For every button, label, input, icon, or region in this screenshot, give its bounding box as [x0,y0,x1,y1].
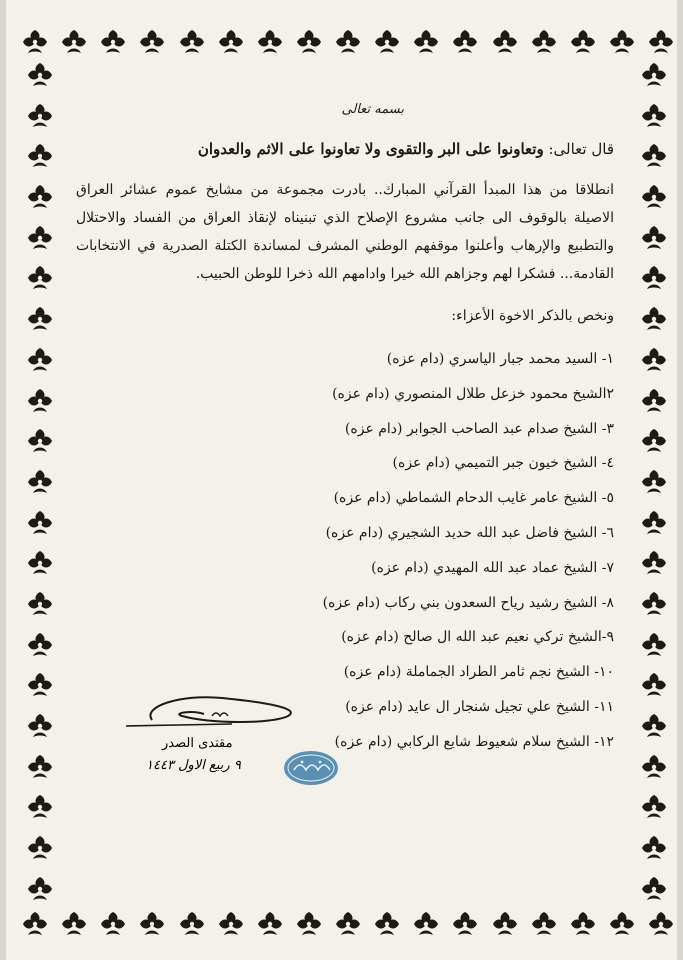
floral-ornament-icon [25,670,55,700]
floral-ornament-icon [639,874,669,904]
floral-ornament-icon [639,589,669,619]
floral-ornament-icon [639,752,669,782]
signature-block [102,686,362,806]
floral-ornament-icon [333,909,363,939]
floral-ornament-icon [607,27,637,57]
list-item: ١- السيد محمد جبار الياسري (دام عزه) [386,351,614,367]
floral-ornament-icon [450,27,480,57]
floral-ornament-icon [25,141,55,171]
list-item: ٨- الشيخ رشيد رياح السعدون بني ركاب (دام عزه) [322,594,614,611]
signer-name: مقتدى الصدر [162,736,233,751]
floral-ornament-icon [639,141,669,171]
ornamental-border-right [634,60,674,904]
floral-ornament-icon [25,60,55,90]
floral-ornament-icon [568,909,598,939]
floral-ornament-icon [25,345,55,375]
floral-ornament-icon [25,792,55,822]
floral-ornament-icon [639,792,669,822]
floral-ornament-icon [25,101,55,131]
floral-ornament-icon [639,263,669,293]
basmala-heading: بسمه تعالى [341,102,404,117]
floral-ornament-icon [639,345,669,375]
list-item: ٦- الشيخ فاضل عبد الله حديد الشجيري (دام عزه) [325,524,614,541]
floral-ornament-icon [372,27,402,57]
floral-ornament-icon [25,386,55,416]
main-paragraph: انطلاقا من هذا المبدأ القرآني المبارك.. بادرت مجموعة من مشايخ عموم عشائر العراق الاصيلة بالوقوف الى جانب مشروع الإصلاح الذي تبنيناه لإنقاذ العراق من الفساد والاحتلال والتطبيع والإرهاب وأعلنوا موقفهم الوطني المشرف لمساندة الكتلة الصدرية في الانتخابات القادمة... فشكرا لهم وجزاهم الله خيرا وادامهم الله ذخرا للوطن الحبيب. [76,182,614,282]
floral-ornament-icon [216,909,246,939]
list-item: ٧- الشيخ عماد عبد الله المهيدي (دام عزه) [371,559,614,576]
floral-ornament-icon [639,426,669,456]
floral-ornament-icon [137,27,167,57]
list-item: ١٢- الشيخ سلام شعيوط شايع الركابي (دام عزه) [334,733,614,750]
floral-ornament-icon [25,223,55,253]
floral-ornament-icon [137,909,167,939]
floral-ornament-icon [25,752,55,782]
floral-ornament-icon [25,548,55,578]
floral-ornament-icon [25,508,55,538]
floral-ornament-icon [25,874,55,904]
floral-ornament-icon [372,909,402,939]
floral-ornament-icon [639,711,669,741]
floral-ornament-icon [411,27,441,57]
signature-date: ٩ ربيع الاول ١٤٤٣ [146,758,241,773]
floral-ornament-icon [25,263,55,293]
floral-ornament-icon [639,548,669,578]
floral-ornament-icon [25,711,55,741]
mention-heading: ونخص بالذكر الاخوة الأعزاء: [451,308,614,324]
floral-ornament-icon [568,27,598,57]
ornamental-border-bottom [20,904,676,944]
floral-ornament-icon [255,909,285,939]
floral-ornament-icon [98,27,128,57]
floral-ornament-icon [639,101,669,131]
floral-ornament-icon [450,909,480,939]
floral-ornament-icon [490,27,520,57]
list-item: ٣- الشيخ صدام عبد الصاحب الجوابر (دام عزه) [344,420,614,437]
floral-ornament-icon [639,304,669,334]
floral-ornament-icon [639,223,669,253]
floral-ornament-icon [25,426,55,456]
floral-ornament-icon [639,60,669,90]
floral-ornament-icon [20,909,50,939]
document-paper [6,0,677,960]
floral-ornament-icon [639,630,669,660]
list-item: ٥- الشيخ عامر غايب الدحام الشماطي (دام عزه) [333,490,614,507]
floral-ornament-icon [639,467,669,497]
list-item: ١٠- الشيخ نجم ثامر الطراد الجماملة (دام عزه) [343,664,614,681]
verse-intro: قال تعالى: [548,140,614,158]
floral-ornament-icon [639,508,669,538]
floral-ornament-icon [59,909,89,939]
floral-ornament-icon [255,27,285,57]
floral-ornament-icon [177,27,207,57]
floral-ornament-icon [639,833,669,863]
floral-ornament-icon [177,909,207,939]
floral-ornament-icon [490,909,520,939]
floral-ornament-icon [646,909,676,939]
floral-ornament-icon [646,27,676,57]
floral-ornament-icon [25,833,55,863]
floral-ornament-icon [411,909,441,939]
floral-ornament-icon [98,909,128,939]
floral-ornament-icon [25,304,55,334]
floral-ornament-icon [216,27,246,57]
quran-verse [76,140,614,158]
floral-ornament-icon [25,182,55,212]
floral-ornament-icon [607,909,637,939]
verse-text: وتعاونوا على البر والتقوى ولا تعاونوا على الاثم والعدوان [197,140,544,158]
floral-ornament-icon [529,909,559,939]
floral-ornament-icon [294,27,324,57]
floral-ornament-icon [25,589,55,619]
ornamental-border-left [20,60,60,904]
floral-ornament-icon [639,670,669,700]
list-item: ٤- الشيخ خيون جبر التميمي (دام عزه) [392,455,614,472]
floral-ornament-icon [639,182,669,212]
floral-ornament-icon [333,27,363,57]
official-seal [282,748,340,788]
list-item: ٩-الشيخ تركي نعيم عبد الله ال صالح (دام عزه) [341,629,614,646]
floral-ornament-icon [294,909,324,939]
list-item: ٢الشيخ محمود خزعل طلال المنصوري (دام عزه) [332,385,614,402]
floral-ornament-icon [529,27,559,57]
floral-ornament-icon [20,27,50,57]
handwritten-signature [112,686,312,732]
floral-ornament-icon [639,386,669,416]
ornamental-border-top [20,22,676,62]
floral-ornament-icon [25,467,55,497]
list-item: ١١- الشيخ علي تجيل شنجار ال عايد (دام عزه) [345,698,614,715]
floral-ornament-icon [25,630,55,660]
floral-ornament-icon [59,27,89,57]
